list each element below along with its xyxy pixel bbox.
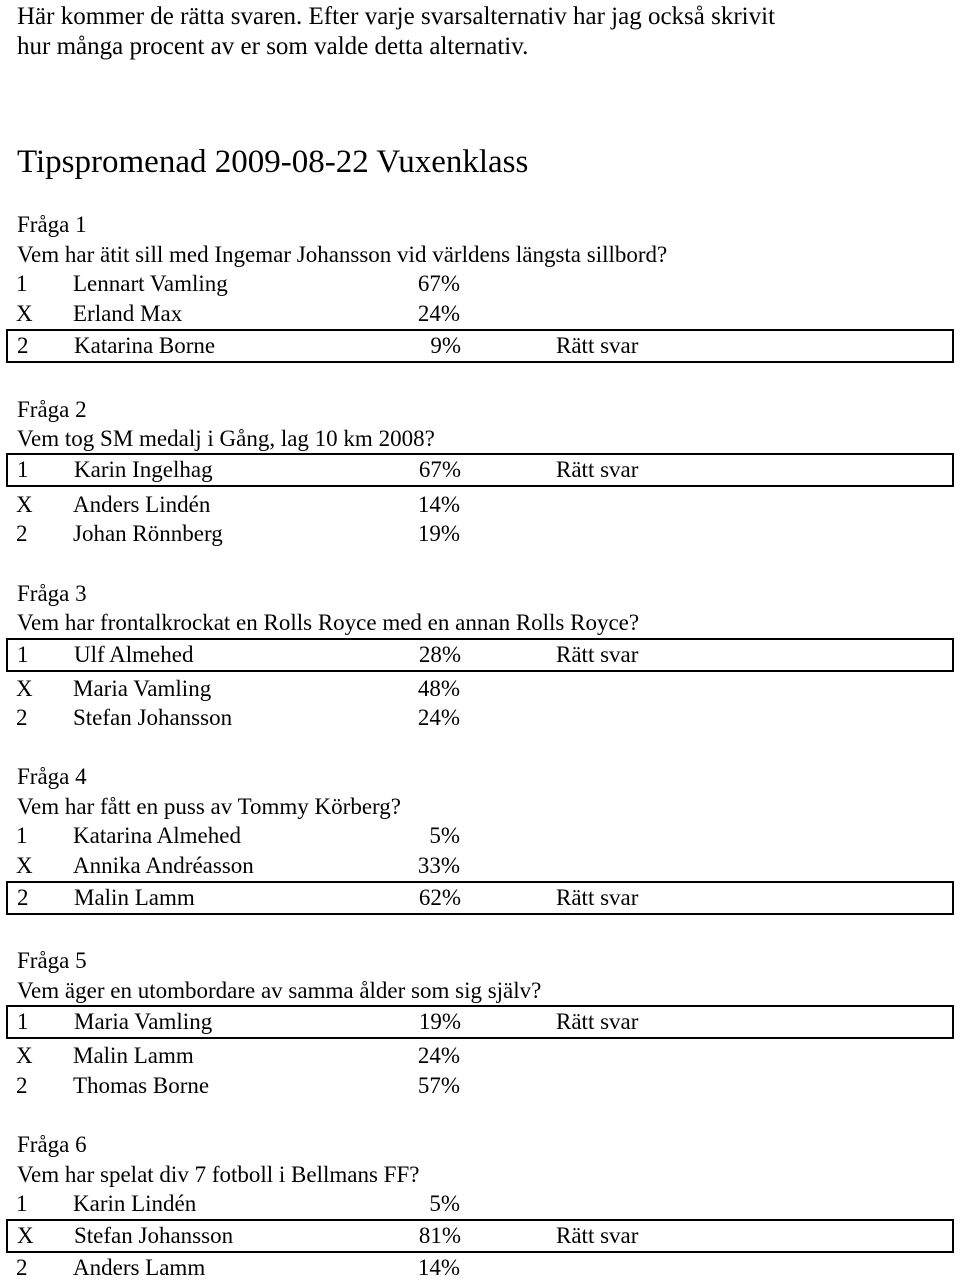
answer-row: [6, 1253, 954, 1283]
answer-percent: 48%: [417, 676, 460, 701]
answer-code: 2: [17, 885, 29, 910]
answer-percent: 19%: [418, 1009, 461, 1034]
answer-code: X: [16, 853, 33, 878]
question-text: Vem har frontalkrockat en Rolls Royce med en annan Rolls Royce?: [17, 610, 640, 635]
answer-name: Stefan Johansson: [73, 705, 233, 730]
question-label: Fråga 2: [17, 397, 87, 422]
answer-name: Johan Rönnberg: [73, 521, 223, 546]
answer-code: 1: [17, 642, 29, 667]
answer-name: Anders Lamm: [73, 1255, 206, 1280]
answer-name: Karin Lindén: [73, 1191, 197, 1216]
answer-row: [6, 299, 954, 329]
correct-answer-label: Rätt svar: [556, 457, 639, 482]
answer-percent: 67%: [418, 457, 461, 482]
answer-code: 2: [16, 521, 28, 546]
answer-name: Maria Vamling: [74, 1009, 213, 1034]
answer-percent: 19%: [417, 521, 460, 546]
question-label: Fråga 6: [17, 1132, 87, 1157]
answer-percent: 9%: [430, 333, 461, 358]
answer-percent: 5%: [429, 823, 460, 848]
answer-row: [6, 851, 954, 881]
answer-code: 2: [16, 1255, 28, 1280]
answer-code: 1: [17, 457, 29, 482]
answer-code: 1: [16, 1191, 28, 1216]
answer-code: 1: [16, 823, 28, 848]
answer-row: [6, 490, 954, 520]
answer-code: X: [16, 492, 33, 517]
page-title: Tipspromenad 2009-08-22 Vuxenklass: [17, 144, 529, 180]
answer-name: Erland Max: [73, 301, 183, 326]
answer-percent: 5%: [429, 1191, 460, 1216]
answer-code: 1: [16, 271, 28, 296]
intro-line-2: hur många procent av er som valde detta alternativ.: [17, 33, 529, 60]
answer-row: [6, 519, 954, 549]
answer-name: Thomas Borne: [73, 1073, 210, 1098]
question-label: Fråga 3: [17, 581, 87, 606]
question-text: Vem har ätit sill med Ingemar Johansson vid världens längsta sillbord?: [17, 242, 668, 267]
answer-row-correct: [6, 329, 954, 363]
answer-percent: 24%: [417, 705, 460, 730]
question-text: Vem har spelat div 7 fotboll i Bellmans FF?: [17, 1162, 420, 1187]
answer-percent: 24%: [417, 1043, 460, 1068]
answer-code: 2: [16, 705, 28, 730]
answer-row-correct: [6, 638, 954, 672]
question-label: Fråga 5: [17, 948, 87, 973]
answer-code: X: [16, 301, 33, 326]
answer-name: Ulf Almehed: [74, 642, 194, 667]
answer-row-correct: [6, 1219, 954, 1253]
answer-row: [6, 674, 954, 704]
answer-code: 1: [17, 1009, 29, 1034]
answer-percent: 57%: [417, 1073, 460, 1098]
answer-name: Malin Lamm: [74, 885, 195, 910]
intro-line-1: Här kommer de rätta svaren. Efter varje svarsalternativ har jag också skrivit: [17, 3, 776, 30]
question-label: Fråga 4: [17, 764, 87, 789]
answer-percent: 14%: [417, 1255, 460, 1280]
answer-name: Annika Andréasson: [73, 853, 254, 878]
answer-percent: 14%: [417, 492, 460, 517]
question-text: Vem tog SM medalj i Gång, lag 10 km 2008?: [17, 426, 435, 451]
answer-percent: 28%: [418, 642, 461, 667]
correct-answer-label: Rätt svar: [556, 333, 639, 358]
answer-row: [6, 269, 954, 299]
answer-row: [6, 1041, 954, 1071]
answer-code: X: [17, 1223, 34, 1248]
question-label: Fråga 1: [17, 212, 87, 237]
answer-code: 2: [17, 333, 29, 358]
question-text: Vem äger en utombordare av samma ålder som sig själv?: [17, 978, 542, 1003]
answer-name: Stefan Johansson: [74, 1223, 234, 1248]
answer-name: Lennart Vamling: [73, 271, 228, 296]
answer-code: 2: [16, 1073, 28, 1098]
answer-row-correct: [6, 1005, 954, 1039]
answer-percent: 81%: [418, 1223, 461, 1248]
answer-code: X: [16, 676, 33, 701]
question-text: Vem har fått en puss av Tommy Körberg?: [17, 794, 401, 819]
correct-answer-label: Rätt svar: [556, 1223, 639, 1248]
answer-row: [6, 1071, 954, 1101]
answer-name: Maria Vamling: [73, 676, 212, 701]
correct-answer-label: Rätt svar: [556, 885, 639, 910]
answer-name: Anders Lindén: [73, 492, 211, 517]
correct-answer-label: Rätt svar: [556, 1009, 639, 1034]
answer-row-correct: [6, 453, 954, 487]
answer-name: Karin Ingelhag: [74, 457, 213, 482]
answer-name: Katarina Borne: [74, 333, 216, 358]
answer-percent: 24%: [417, 301, 460, 326]
answer-percent: 62%: [418, 885, 461, 910]
answer-name: Malin Lamm: [73, 1043, 194, 1068]
answer-row: [6, 703, 954, 733]
answer-percent: 67%: [417, 271, 460, 296]
answer-name: Katarina Almehed: [73, 823, 241, 848]
answer-code: X: [16, 1043, 33, 1068]
answer-row: [6, 821, 954, 851]
answer-row-correct: [6, 881, 954, 915]
correct-answer-label: Rätt svar: [556, 642, 639, 667]
answer-percent: 33%: [417, 853, 460, 878]
answer-row: [6, 1189, 954, 1219]
